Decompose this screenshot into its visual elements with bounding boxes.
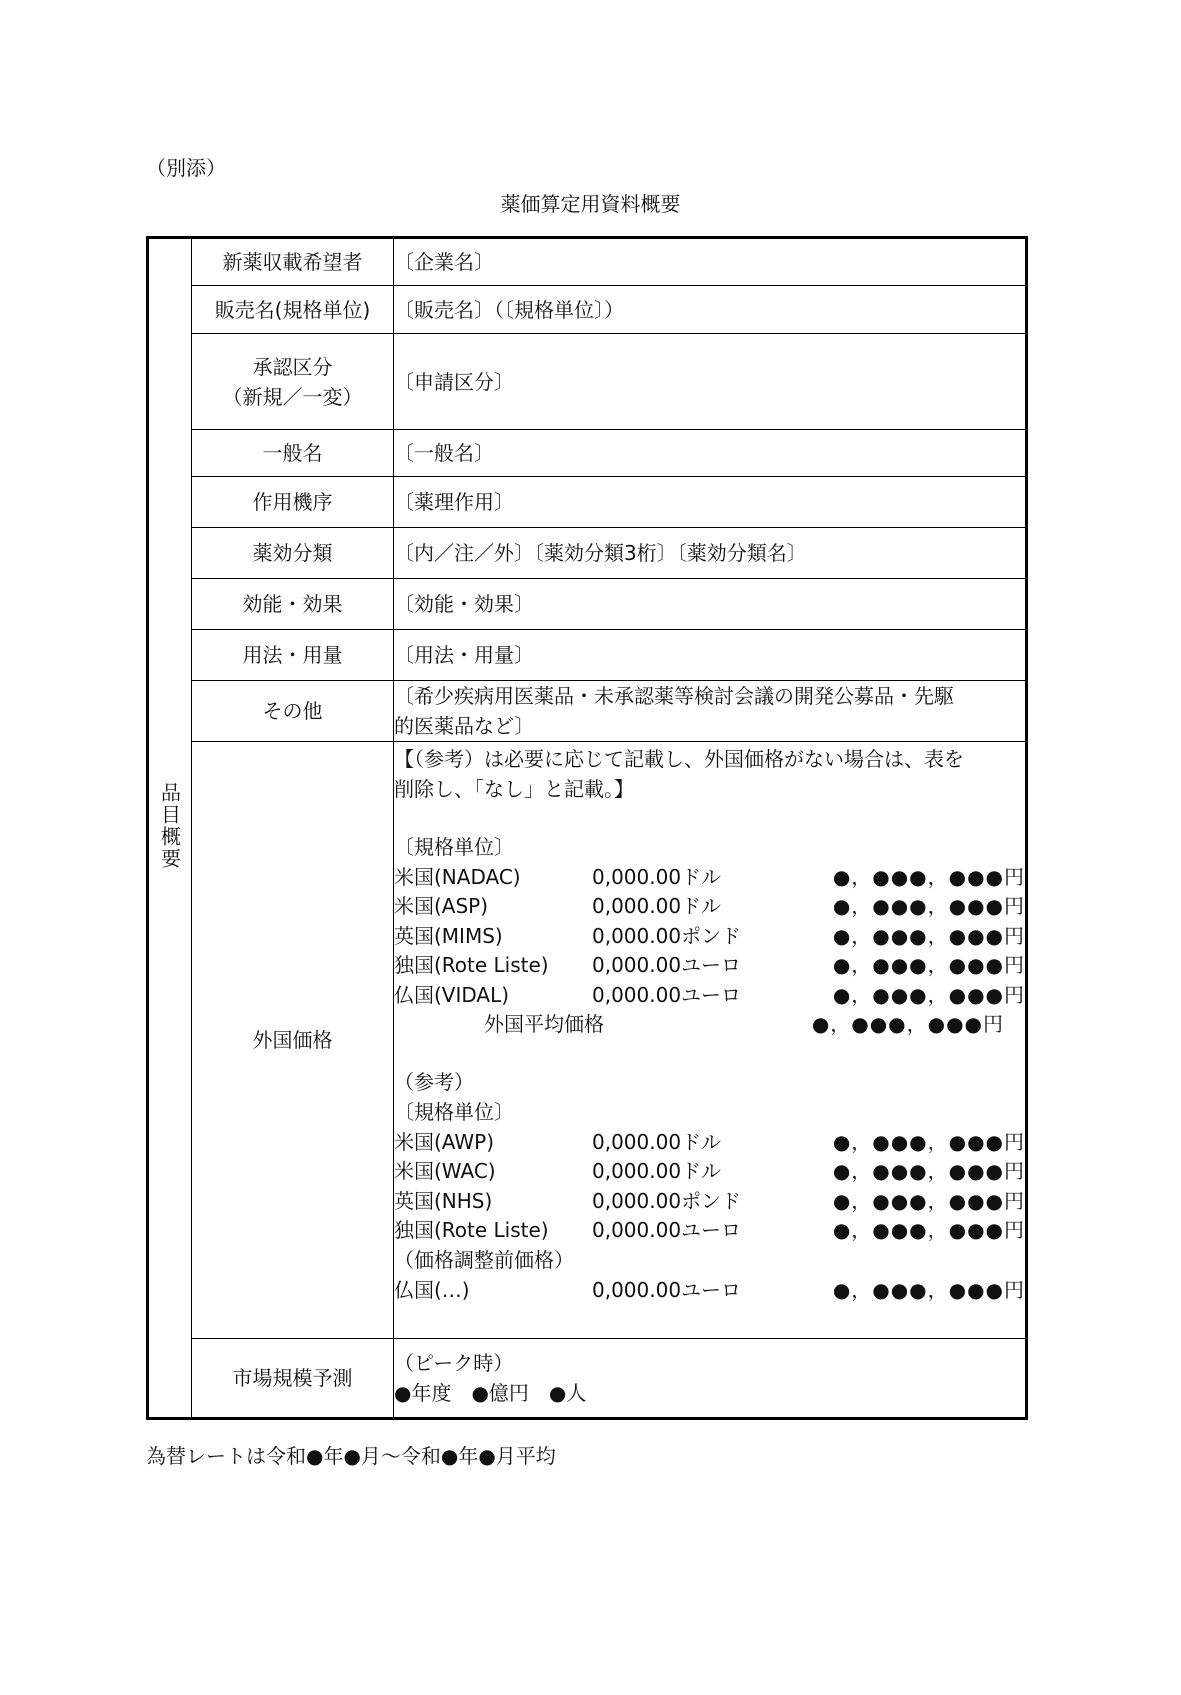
reference-unit-header: 〔規格単位〕	[394, 1100, 514, 1124]
value-mechanism: 〔薬理作用〕	[394, 477, 1027, 528]
value-foreign-prices	[394, 742, 1027, 1339]
foreign-price-list	[394, 862, 1025, 1010]
price-country: 独国(Rote Liste)	[394, 953, 549, 978]
price-yen: ●，●●●，●●●円	[832, 1159, 1025, 1184]
price-amount: 0,000.00ドル	[592, 1129, 722, 1154]
value-market	[394, 1339, 1027, 1419]
row-applicant	[148, 238, 1027, 286]
value-other-line2: 的医薬品など〕	[394, 714, 535, 738]
price-row	[394, 921, 1025, 951]
reference-price-list	[394, 1127, 1025, 1245]
price-yen: ●，●●●，●●●円	[832, 1129, 1025, 1154]
exchange-rate-footnote: 為替レートは令和●年●月～令和●年●月平均	[146, 1444, 556, 1468]
pre-adjust-label: （価格調整前価格）	[394, 1248, 574, 1272]
value-market-line2: ●年度 ●億円 ●人	[394, 1381, 587, 1405]
label-applicant: 新薬収載希望者	[192, 238, 394, 286]
price-amount: 0,000.00ドル	[592, 1159, 722, 1184]
label-brand: 販売名(規格単位)	[192, 286, 394, 334]
price-country: 米国(NADAC)	[394, 864, 521, 889]
foreign-unit-header: 〔規格単位〕	[394, 835, 514, 859]
price-row	[394, 1186, 1025, 1216]
row-brand	[148, 286, 1027, 334]
label-approval-line1: 承認区分	[252, 354, 333, 379]
foreign-note-line2: 削除し、「なし」と記載。】	[394, 777, 634, 801]
price-country: 米国(WAC)	[394, 1159, 496, 1184]
price-yen: ●，●●●，●●●円	[832, 1277, 1025, 1302]
value-efficacy: 〔効能・効果〕	[394, 579, 1027, 630]
price-country: 仏国(…)	[394, 1277, 470, 1302]
value-approval: 〔申請区分〕	[394, 334, 1027, 430]
price-yen: ●，●●●，●●●円	[832, 923, 1025, 948]
price-amount: 0,000.00ユーロ	[592, 982, 742, 1007]
price-amount: 0,000.00ユーロ	[592, 1218, 742, 1243]
value-generic: 〔一般名〕	[394, 430, 1027, 477]
price-country: 米国(ASP)	[394, 894, 489, 919]
foreign-note-line1: 【（参考）は必要に応じて記載し、外国価格がない場合は、表を	[394, 747, 964, 771]
section-label-cell	[148, 238, 192, 1419]
price-amount: 0,000.00ドル	[592, 894, 722, 919]
price-country: 米国(AWP)	[394, 1129, 495, 1154]
row-foreign-prices	[148, 742, 1027, 1339]
price-country: 英国(MIMS)	[394, 923, 503, 948]
price-row	[394, 892, 1025, 922]
label-other: その他	[192, 681, 394, 742]
pre-adjust-price-row	[394, 1275, 1025, 1305]
label-dosage: 用法・用量	[192, 630, 394, 681]
label-foreign-prices: 外国価格	[192, 742, 394, 1339]
price-amount: 0,000.00ユーロ	[592, 1277, 742, 1302]
average-price-label: 外国平均価格	[484, 1012, 604, 1037]
price-country: 英国(NHS)	[394, 1188, 493, 1213]
row-generic	[148, 430, 1027, 477]
value-classification: 〔内／注／外〕〔薬効分類3桁〕〔薬効分類名〕	[394, 528, 1027, 579]
row-other	[148, 681, 1027, 742]
label-generic: 一般名	[192, 430, 394, 477]
row-approval	[148, 334, 1027, 430]
value-applicant: 〔企業名〕	[394, 238, 1027, 286]
section-label: 品目概要	[157, 781, 182, 870]
average-price-row	[394, 1010, 1025, 1040]
price-amount: 0,000.00ポンド	[592, 1188, 742, 1213]
price-amount: 0,000.00ユーロ	[592, 953, 742, 978]
price-row	[394, 862, 1025, 892]
row-mechanism	[148, 477, 1027, 528]
value-market-line1: （ピーク時）	[394, 1351, 514, 1375]
row-market	[148, 1339, 1027, 1419]
value-brand: 〔販売名〕（〔規格単位〕）	[394, 286, 1027, 334]
price-amount: 0,000.00ポンド	[592, 923, 742, 948]
label-approval-line2: （新規／一変）	[222, 384, 363, 409]
price-yen: ●，●●●，●●●円	[832, 864, 1025, 889]
price-country: 仏国(VIDAL)	[394, 982, 510, 1007]
label-mechanism: 作用機序	[192, 477, 394, 528]
label-market: 市場規模予測	[192, 1339, 394, 1419]
reference-label: （参考）	[394, 1070, 474, 1094]
attachment-label: （別添）	[146, 156, 226, 180]
price-yen: ●，●●●，●●●円	[832, 982, 1025, 1007]
price-row	[394, 1216, 1025, 1246]
row-efficacy	[148, 579, 1027, 630]
price-yen: ●，●●●，●●●円	[832, 1218, 1025, 1243]
price-amount: 0,000.00ドル	[592, 864, 722, 889]
row-classification	[148, 528, 1027, 579]
value-other-line1: 〔希少疾病用医薬品・未承認薬等検討会議の開発公募品・先駆	[394, 684, 954, 708]
price-row	[394, 980, 1025, 1010]
label-classification: 薬効分類	[192, 528, 394, 579]
label-efficacy: 効能・効果	[192, 579, 394, 630]
price-row	[394, 951, 1025, 981]
drug-summary-table	[146, 236, 1028, 1420]
price-yen: ●，●●●，●●●円	[832, 894, 1025, 919]
price-row	[394, 1157, 1025, 1187]
price-row	[394, 1127, 1025, 1157]
price-yen: ●，●●●，●●●円	[832, 953, 1025, 978]
value-dosage: 〔用法・用量〕	[394, 630, 1027, 681]
value-other	[394, 681, 1027, 742]
document-title: 薬価算定用資料概要	[500, 192, 681, 216]
row-dosage	[148, 630, 1027, 681]
label-approval	[192, 334, 394, 430]
price-yen: ●，●●●，●●●円	[832, 1188, 1025, 1213]
average-price-value: ●，●●●，●●●円	[811, 1012, 1004, 1037]
price-country: 独国(Rote Liste)	[394, 1218, 549, 1243]
